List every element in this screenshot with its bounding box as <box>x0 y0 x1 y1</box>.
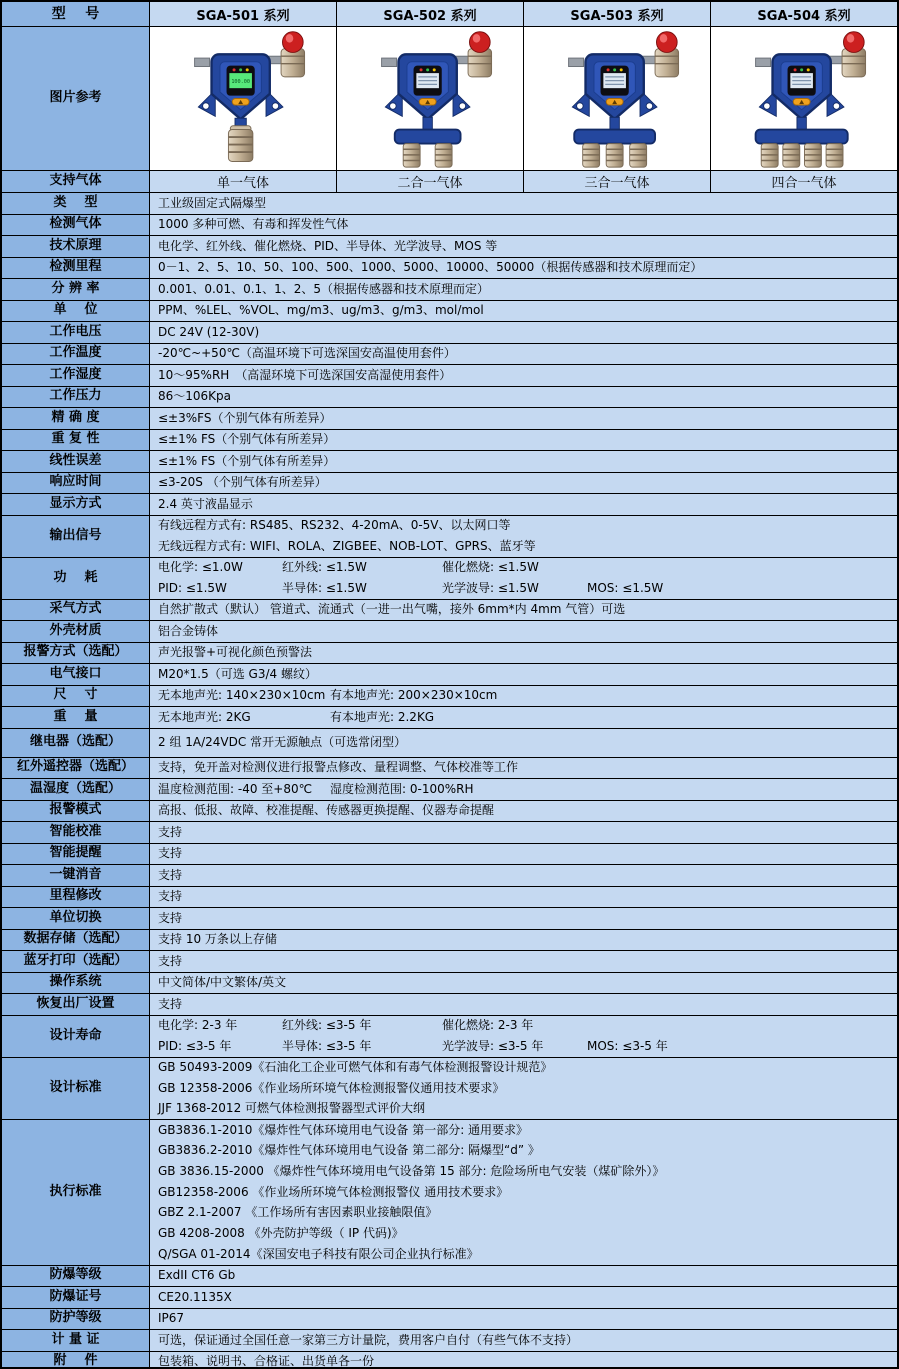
value-line <box>158 1016 897 1037</box>
spec-row <box>2 801 897 823</box>
spec-row <box>2 951 897 973</box>
value-line: GB 12358-2006《作业场所环境气体检测报警仪通用技术要求》 <box>158 1080 505 1095</box>
value-segment: 无本地声光: 140×230×10cm <box>158 688 326 703</box>
row-value <box>150 236 897 257</box>
row-label: 采气方式 <box>2 600 150 621</box>
row-value <box>150 365 897 386</box>
row-label: 智能校准 <box>2 822 150 843</box>
row-value <box>150 844 897 865</box>
row-value <box>150 451 897 472</box>
value-line <box>158 558 897 579</box>
value-line: 2 组 1A/24VDC 常开无源触点（可选常闭型） <box>158 735 407 750</box>
spec-row <box>2 1330 897 1352</box>
value-segment: 电化学: ≤1.0W <box>158 560 243 575</box>
row-label: 支持气体 <box>2 171 150 192</box>
row-label: 类 型 <box>2 193 150 214</box>
value-line: 10～95%RH （高湿环境下可选深国安高湿使用套件） <box>158 367 452 382</box>
row-label: 继电器（选配） <box>2 729 150 757</box>
row-value <box>150 1120 897 1265</box>
row-label: 重 复 性 <box>2 430 150 451</box>
value-segment: 电化学: 2-3 年 <box>158 1018 238 1033</box>
device-image-sga-502 <box>337 27 524 170</box>
row-value <box>150 758 897 779</box>
value-line: GB 3836.15-2000 《爆炸性气体环境用电气设备第 15 部分: 危险场所电气安装（煤矿除外）》 <box>158 1163 665 1178</box>
row-value <box>150 707 897 728</box>
value-line: GB3836.2-2010《爆炸性气体环境用电气设备 第二部分: 隔爆型“d” 》 <box>158 1143 540 1158</box>
spec-row <box>2 1287 897 1309</box>
value-segment: 有本地声光: 2.2KG <box>330 709 435 724</box>
row-label: 恢复出厂设置 <box>2 994 150 1015</box>
row-label: 精 确 度 <box>2 408 150 429</box>
value-line: ≤±3%FS（个别气体有所差异） <box>158 410 332 425</box>
row-label: 响应时间 <box>2 473 150 494</box>
model-header-sga-501: SGA-501 系列 <box>150 2 337 26</box>
spec-row <box>2 322 897 344</box>
spec-row <box>2 473 897 495</box>
value-line: GBZ 2.1-2007 《工作场所有害因素职业接触限值》 <box>158 1205 438 1220</box>
row-label: 计 量 证 <box>2 1330 150 1351</box>
value-line: 支持 <box>158 889 183 904</box>
row-label: 单 位 <box>2 301 150 322</box>
value-line: 0.001、0.01、0.1、1、2、5（根据传感器和技术原理而定） <box>158 281 490 296</box>
device-image-sga-501 <box>150 27 337 170</box>
row-label: 尺 寸 <box>2 686 150 707</box>
value-line: 支持 <box>158 824 183 839</box>
value-line: GB 50493-2009《石油化工企业可燃气体和有毒气体检测报警设计规范》 <box>158 1059 553 1074</box>
spec-row <box>2 930 897 952</box>
value-segment: 温度检测范围: -40 至+80℃ <box>158 781 313 796</box>
model-header-sga-503: SGA-503 系列 <box>524 2 711 26</box>
value-segment: 光学波导: ≤3-5 年 <box>442 1039 544 1053</box>
row-label: 电气接口 <box>2 664 150 685</box>
row-value <box>150 779 897 800</box>
spec-row <box>2 908 897 930</box>
spec-row <box>2 1058 897 1120</box>
gas-value: 三合一气体 <box>524 171 711 192</box>
value-line <box>158 1036 897 1057</box>
row-value <box>150 908 897 929</box>
value-line: 可选，保证通过全国任意一家第三方计量院，费用客户自付（有些气体不支持） <box>158 1332 579 1347</box>
row-label: 外壳材质 <box>2 621 150 642</box>
device-image-sga-504 <box>711 27 897 170</box>
spec-row <box>2 451 897 473</box>
value-line: ≤±1% FS（个别气体有所差异） <box>158 432 336 447</box>
value-line: 高报、低报、故障、校准提醒、传感器更换提醒、仪器寿命提醒 <box>158 803 495 818</box>
row-label: 工作湿度 <box>2 365 150 386</box>
value-segment: 湿度检测范围: 0-100%RH <box>330 781 474 796</box>
row-label: 输出信号 <box>2 516 150 557</box>
row-value <box>150 494 897 515</box>
row-label: 执行标准 <box>2 1120 150 1265</box>
row-value <box>150 1016 897 1057</box>
row-label: 检测气体 <box>2 215 150 236</box>
spec-rows <box>2 193 897 1369</box>
row-value <box>150 729 897 757</box>
row-value <box>150 387 897 408</box>
row-value <box>150 1309 897 1330</box>
value-line: 支持 <box>158 846 183 861</box>
spec-row <box>2 887 897 909</box>
row-value <box>150 621 897 642</box>
spec-row <box>2 215 897 237</box>
value-line: 有线远程方式有: RS485、RS232、4-20mA、0-5V、以太网口等 <box>158 518 511 533</box>
row-label: 工作温度 <box>2 344 150 365</box>
svg-text:100.00: 100.00 <box>231 78 250 85</box>
row-value <box>150 558 897 599</box>
spec-row <box>2 621 897 643</box>
value-line: 工业级固定式隔爆型 <box>158 195 267 210</box>
spec-row <box>2 1352 897 1369</box>
value-line: 2.4 英寸液晶显示 <box>158 496 253 511</box>
value-line: JJF 1368-2012 可燃气体检测报警器型式评价大纲 <box>158 1101 426 1116</box>
row-value <box>150 994 897 1015</box>
row-label: 单位切换 <box>2 908 150 929</box>
row-value <box>150 408 897 429</box>
model-header-sga-504: SGA-504 系列 <box>711 2 897 26</box>
row-label: 分 辨 率 <box>2 279 150 300</box>
spec-row <box>2 779 897 801</box>
row-value <box>150 664 897 685</box>
row-value <box>150 801 897 822</box>
spec-row <box>2 643 897 665</box>
row-value <box>150 822 897 843</box>
row-value <box>150 951 897 972</box>
value-line: 1000 多种可燃、有毒和挥发性气体 <box>158 217 349 232</box>
spec-row <box>2 1120 897 1266</box>
row-label: 检测里程 <box>2 258 150 279</box>
row-value <box>150 430 897 451</box>
row-label: 蓝牙打印（选配） <box>2 951 150 972</box>
row-label: 报警方式（选配） <box>2 643 150 664</box>
spec-row <box>2 279 897 301</box>
value-segment: 催化燃烧: 2-3 年 <box>442 1018 534 1033</box>
value-segment: 半导体: ≤1.5W <box>282 581 367 595</box>
value-segment: 催化燃烧: ≤1.5W <box>442 560 539 575</box>
row-label: 图片参考 <box>2 27 150 170</box>
row-label: 设计寿命 <box>2 1016 150 1057</box>
spec-row <box>2 1016 897 1058</box>
value-line: DC 24V (12-30V) <box>158 324 260 339</box>
spec-row <box>2 686 897 708</box>
spec-row <box>2 664 897 686</box>
value-segment: PID: ≤1.5W <box>158 581 227 595</box>
spec-row <box>2 408 897 430</box>
spec-row <box>2 758 897 780</box>
spec-row <box>2 365 897 387</box>
spec-row <box>2 994 897 1016</box>
value-line: 声光报警+可视化颜色预警法 <box>158 645 313 660</box>
value-line <box>158 707 897 728</box>
spec-row <box>2 707 897 729</box>
spec-row <box>2 193 897 215</box>
spec-row <box>2 1309 897 1331</box>
row-label: 重 量 <box>2 707 150 728</box>
value-line: 自然扩散式（默认） 管道式、流通式（一进一出气嘴，接外 6mm*内 4mm 气管）可选 <box>158 602 626 617</box>
value-segment: 半导体: ≤3-5 年 <box>282 1039 372 1053</box>
value-line <box>158 686 897 707</box>
row-value <box>150 279 897 300</box>
header-label: 型 号 <box>2 2 150 26</box>
value-line <box>158 578 897 599</box>
row-value <box>150 1287 897 1308</box>
model-header-sga-502: SGA-502 系列 <box>337 2 524 26</box>
value-line: GB3836.1-2010《爆炸性气体环境用电气设备 第一部分: 通用要求》 <box>158 1122 529 1137</box>
row-label: 工作压力 <box>2 387 150 408</box>
header-row <box>2 2 897 27</box>
value-line: CE20.1135X <box>158 1289 232 1304</box>
value-segment: 红外线: ≤3-5 年 <box>282 1018 372 1033</box>
value-line: ≤3-20S （个别气体有所差异） <box>158 475 327 490</box>
row-label: 数据存储（选配） <box>2 930 150 951</box>
row-label: 设计标准 <box>2 1058 150 1119</box>
row-label: 显示方式 <box>2 494 150 515</box>
image-row <box>2 27 897 171</box>
value-line: 支持 <box>158 996 183 1011</box>
spec-row <box>2 301 897 323</box>
value-line: M20*1.5（可选 G3/4 螺纹） <box>158 666 317 681</box>
row-value <box>150 887 897 908</box>
supported-gas-row <box>2 171 897 193</box>
spec-row <box>2 865 897 887</box>
row-label: 功 耗 <box>2 558 150 599</box>
spec-row <box>2 344 897 366</box>
row-value <box>150 1352 897 1369</box>
value-line: 支持 <box>158 910 183 925</box>
row-value <box>150 473 897 494</box>
spec-row <box>2 236 897 258</box>
value-line: ExdII CT6 Gb <box>158 1268 236 1283</box>
row-label: 操作系统 <box>2 973 150 994</box>
spec-row <box>2 387 897 409</box>
value-segment: 光学波导: ≤1.5W <box>442 581 539 595</box>
row-label: 温湿度（选配） <box>2 779 150 800</box>
spec-row <box>2 844 897 866</box>
value-line: 支持，免开盖对检测仪进行报警点修改、量程调整、气体校准等工作 <box>158 760 519 775</box>
spec-row <box>2 258 897 280</box>
value-segment: 有本地声光: 200×230×10cm <box>330 688 498 703</box>
row-value <box>150 600 897 621</box>
value-segment: 无本地声光: 2KG <box>158 709 251 724</box>
gas-value: 单一气体 <box>150 171 337 192</box>
value-line: 支持 <box>158 953 183 968</box>
spec-row <box>2 973 897 995</box>
row-label: 线性误差 <box>2 451 150 472</box>
row-label: 一键消音 <box>2 865 150 886</box>
value-line: 包装箱、说明书、合格证、出货单各一份 <box>158 1354 375 1369</box>
row-label: 防护等级 <box>2 1309 150 1330</box>
value-line: 支持 <box>158 867 183 882</box>
spec-row <box>2 558 897 600</box>
value-line: Q/SGA 01-2014《深国安电子科技有限公司企业执行标准》 <box>158 1246 479 1261</box>
row-label: 里程修改 <box>2 887 150 908</box>
spec-row <box>2 1266 897 1288</box>
row-label: 附 件 <box>2 1352 150 1369</box>
row-value <box>150 1330 897 1351</box>
row-value <box>150 1266 897 1287</box>
value-segment: MOS: ≤3-5 年 <box>587 1039 668 1053</box>
value-line: 86～106Kpa <box>158 389 232 404</box>
value-segment: 红外线: ≤1.5W <box>282 560 367 575</box>
value-line: ≤±1% FS（个别气体有所差异） <box>158 453 336 468</box>
value-line: 电化学、红外线、催化燃烧、PID、半导体、光学波导、MOS 等 <box>158 238 498 253</box>
row-label: 技术原理 <box>2 236 150 257</box>
spec-row <box>2 516 897 558</box>
row-value <box>150 686 897 707</box>
spec-row <box>2 822 897 844</box>
row-value <box>150 865 897 886</box>
value-line: 铝合金铸体 <box>158 623 219 638</box>
value-line: IP67 <box>158 1311 185 1326</box>
row-value <box>150 322 897 343</box>
value-line: 无线远程方式有: WIFI、ROLA、ZIGBEE、NOB-LOT、GPRS、蓝牙等 <box>158 539 536 553</box>
value-line <box>158 779 897 800</box>
row-value <box>150 301 897 322</box>
spec-row <box>2 729 897 758</box>
value-line: GB12358-2006 《作业场所环境气体检测报警仪 通用技术要求》 <box>158 1184 509 1199</box>
row-label: 防爆证号 <box>2 1287 150 1308</box>
row-value <box>150 193 897 214</box>
value-segment: PID: ≤3-5 年 <box>158 1039 232 1053</box>
value-segment: MOS: ≤1.5W <box>587 581 664 595</box>
row-value <box>150 973 897 994</box>
value-line: 0－1、2、5、10、50、100、500、1000、5000、10000、50000（根据传感器和技术原理而定） <box>158 260 703 275</box>
value-line: PPM、%LEL、%VOL、mg/m3、ug/m3、g/m3、mol/mol <box>158 303 484 318</box>
row-value <box>150 258 897 279</box>
value-line: 中文简体/中文繁体/英文 <box>158 975 287 990</box>
row-value <box>150 344 897 365</box>
value-line: GB 4208-2008 《外壳防护等级（ IP 代码)》 <box>158 1226 404 1241</box>
spec-row <box>2 430 897 452</box>
value-line: -20℃~+50℃（高温环境下可选深国安高温使用套件） <box>158 346 456 361</box>
row-value <box>150 1058 897 1119</box>
row-value <box>150 215 897 236</box>
row-label: 智能提醒 <box>2 844 150 865</box>
row-value <box>150 930 897 951</box>
row-label: 红外遥控器（选配） <box>2 758 150 779</box>
spec-row <box>2 494 897 516</box>
row-label: 工作电压 <box>2 322 150 343</box>
gas-value: 二合一气体 <box>337 171 524 192</box>
row-label: 报警模式 <box>2 801 150 822</box>
value-line: 支持 10 万条以上存储 <box>158 932 277 947</box>
row-value <box>150 643 897 664</box>
gas-value: 四合一气体 <box>711 171 897 192</box>
device-image-sga-503 <box>524 27 711 170</box>
row-value <box>150 516 897 557</box>
spec-row <box>2 600 897 622</box>
row-label: 防爆等级 <box>2 1266 150 1287</box>
